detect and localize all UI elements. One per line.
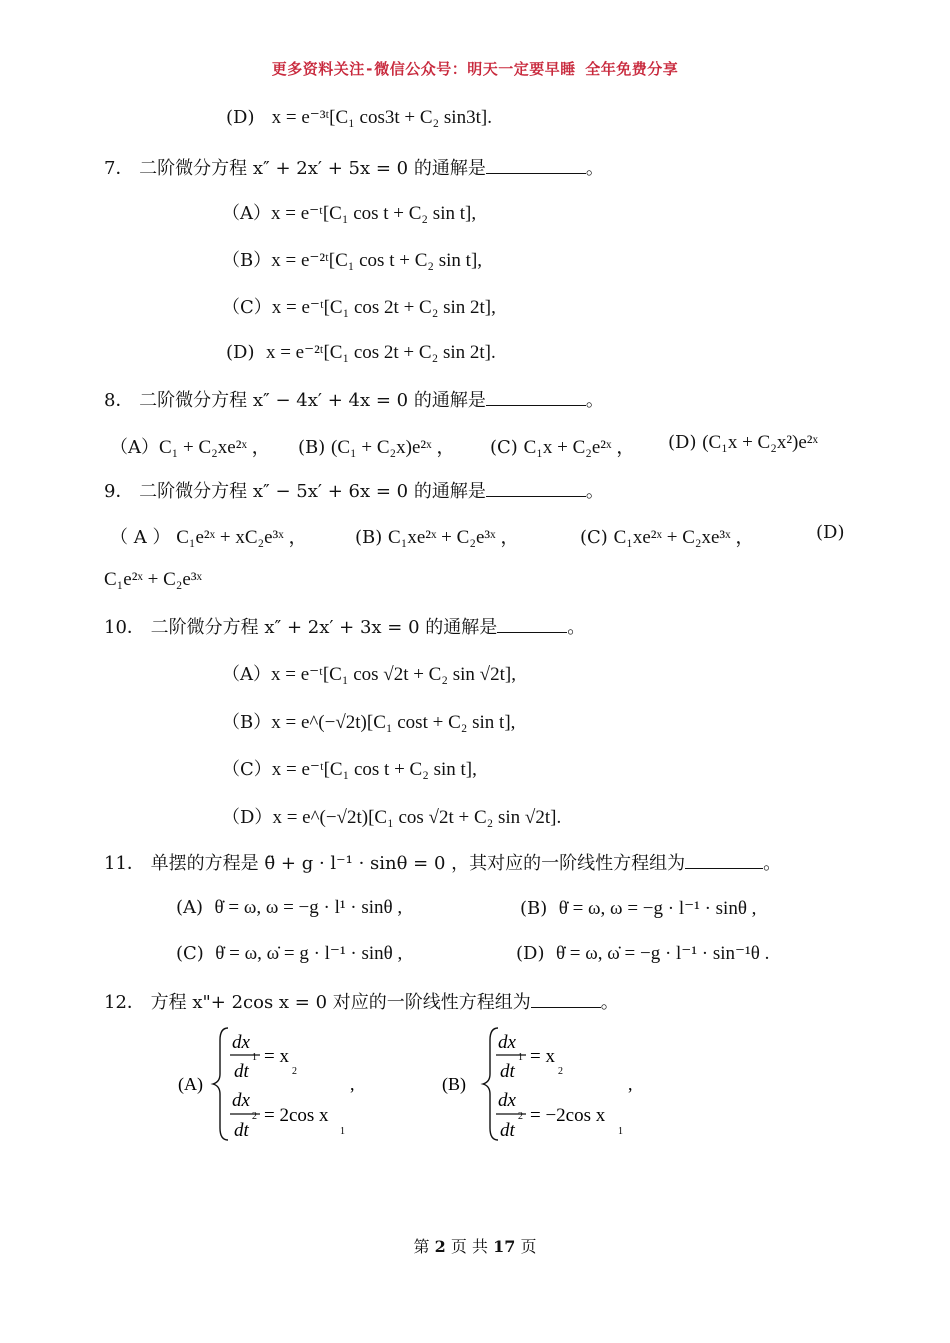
left-brace (483, 1028, 498, 1140)
eq2-rhs-sub: 1 (340, 1126, 345, 1137)
q11-option-d (516, 942, 769, 965)
option-formula: C₁x + C₂e²ˣ ， (523, 437, 636, 458)
q12-stem (104, 988, 619, 1014)
q9-stem (104, 477, 604, 503)
q9-option-b (355, 522, 519, 549)
eq1-denominator: dt (234, 1061, 249, 1082)
option-label: （D） (222, 807, 273, 828)
option-label: （B） (222, 712, 272, 733)
option-formula: x = e⁻²ᵗ[C₁ cos t + C₂ sin t], (271, 250, 483, 271)
option-label: (C) (176, 943, 204, 964)
eq2-rhs: = 2cos x (264, 1105, 329, 1126)
question-end: 。 (585, 481, 604, 502)
answer-blank (486, 389, 586, 406)
eq2-numerator: dx (232, 1090, 250, 1111)
page-number: 2 (434, 1237, 446, 1256)
option-formula: x = e⁻²ᵗ[C₁ cos 2t + C₂ sin 2t]. (265, 342, 496, 363)
footer-mid: 页 共 (450, 1237, 488, 1256)
q12-option-b-system (440, 1022, 660, 1147)
footer-post: 页 (520, 1237, 537, 1256)
option-label: (B) (520, 898, 548, 919)
option-formula: C₁e²ˣ + C₂e³ˣ (104, 569, 203, 590)
question-text: 8． 二阶微分方程 x″ − 4x′ + 4x = 0 的通解是 (104, 390, 486, 411)
option-formula: θ̇ = ω, ω = −g · l¹ · sinθ , (214, 897, 403, 918)
option-label: (C) (580, 527, 608, 548)
q11-option-a (176, 897, 402, 919)
answer-blank (486, 480, 586, 497)
option-label: （C） (222, 759, 272, 780)
q8-stem (104, 386, 604, 412)
q7-option-d (226, 341, 496, 364)
q10-stem (104, 613, 585, 639)
q7-option-b (222, 246, 482, 272)
option-label: （A） (110, 437, 159, 458)
question-text: 11． 单摆的方程是 θ̈ + g · l⁻¹ · sinθ = 0 ，其对应的一阶线性方程组为 (104, 853, 686, 874)
option-label: (C) (490, 437, 518, 458)
q8-option-b (298, 432, 455, 459)
answer-blank (685, 852, 763, 869)
option-label: （A） (222, 203, 271, 224)
q8-option-c (490, 432, 635, 459)
q11-option-b (520, 897, 756, 920)
question-end: 。 (585, 158, 604, 179)
option-formula: θ̇ = ω, ω = −g · l⁻¹ · sinθ , (558, 898, 757, 919)
page-header-banner: 更多资料关注-微信公众号：明天一定要早睡 全年免费分享 (271, 60, 679, 78)
option-formula: x = e^(−√2t)[C₁ cos √2t + C₂ sin √2t]. (272, 807, 562, 828)
option-label: （B） (222, 250, 272, 271)
question-text: 12． 方程 x"+ 2cos x = 0 对应的一阶线性方程组为 (104, 992, 531, 1013)
option-formula: x = e⁻ᵗ[C₁ cos 2t + C₂ sin 2t], (271, 297, 496, 318)
option-formula: C₁e²ˣ + xC₂e³ˣ ， (176, 527, 308, 548)
q10-option-a (222, 660, 516, 686)
option-formula: θ̇ = ω, ω̇ = −g · l⁻¹ · sin⁻¹θ . (555, 943, 770, 964)
q9-option-a (110, 522, 308, 549)
option-label: （ A ） (110, 527, 171, 548)
option-formula: x = e⁻³ᵗ[C₁ cos3t + C₂ sin3t]. (271, 107, 492, 128)
comma: , (628, 1074, 633, 1094)
option-label: (D) (226, 342, 255, 363)
q9-option-d-label (816, 522, 844, 543)
q10-option-c (222, 755, 477, 781)
option-formula: x = e⁻ᵗ[C₁ cos t + C₂ sin t], (271, 203, 477, 224)
answer-blank (486, 157, 586, 174)
option-formula: (C₁ + C₂x)e²ˣ ， (331, 437, 456, 458)
option-formula: θ̇ = ω, ω̇ = g · l⁻¹ · sinθ , (215, 943, 403, 964)
eq2-sub: 2 (518, 1111, 523, 1122)
eq1-numerator: dx (498, 1032, 516, 1053)
option-formula: C₁xe²ˣ + C₂e³ˣ ， (388, 527, 520, 548)
q6-option-d (226, 106, 492, 129)
option-label: (D) (668, 432, 697, 453)
option-label: (B) (355, 527, 383, 548)
eq1-rhs: = x (264, 1046, 289, 1067)
option-label: (B) (442, 1074, 466, 1094)
question-end: 。 (600, 992, 619, 1013)
q10-option-b (222, 708, 515, 734)
eq1-rhs-sub: 2 (292, 1066, 297, 1077)
eq2-sub: 2 (252, 1111, 257, 1122)
eq2-rhs: = −2cos x (530, 1105, 606, 1126)
q9-option-c (580, 522, 754, 549)
option-label: (D) (516, 943, 545, 964)
page-total: 17 (493, 1237, 516, 1256)
option-formula: x = e⁻ᵗ[C₁ cos √2t + C₂ sin √2t], (271, 664, 516, 685)
option-formula: x = e^(−√2t)[C₁ cost + C₂ sin t], (271, 712, 516, 733)
question-end: 。 (585, 390, 604, 411)
eq1-rhs-sub: 2 (558, 1066, 563, 1077)
q7-option-c (222, 293, 496, 319)
q8-option-d (668, 432, 818, 454)
answer-blank (531, 991, 601, 1008)
question-end: 。 (567, 617, 586, 638)
q12-option-a-system (170, 1022, 380, 1147)
left-brace (213, 1028, 228, 1140)
eq1-denominator: dt (500, 1061, 515, 1082)
option-label: (D) (226, 107, 255, 128)
eq1-sub: 1 (252, 1052, 257, 1063)
eq2-denominator: dt (234, 1120, 249, 1141)
question-text: 7． 二阶微分方程 x″ + 2x′ + 5x = 0 的通解是 (104, 158, 486, 179)
q8-option-a (110, 432, 271, 459)
eq1-rhs: = x (530, 1046, 555, 1067)
question-text: 10． 二阶微分方程 x″ + 2x′ + 3x = 0 的通解是 (104, 617, 498, 638)
answer-blank (497, 616, 567, 633)
eq1-numerator: dx (232, 1032, 250, 1053)
eq1-sub: 1 (518, 1052, 523, 1063)
eq2-numerator: dx (498, 1090, 516, 1111)
option-label: （C） (222, 297, 272, 318)
q7-option-a (222, 199, 476, 225)
q10-option-d (222, 803, 561, 829)
option-formula: x = e⁻ᵗ[C₁ cos t + C₂ sin t], (271, 759, 477, 780)
comma: , (350, 1074, 355, 1094)
option-formula: C₁xe²ˣ + C₂xe³ˣ ， (613, 527, 755, 548)
option-label: （A） (222, 664, 271, 685)
q11-option-c (176, 942, 402, 965)
question-end: 。 (763, 853, 782, 874)
eq2-denominator: dt (500, 1120, 515, 1141)
footer-pre: 第 (413, 1237, 430, 1256)
option-label: (B) (298, 437, 326, 458)
option-label: (D) (816, 522, 845, 543)
option-formula: C₁ + C₂xe²ˣ ， (159, 437, 271, 458)
q11-stem (104, 849, 781, 875)
option-label: (A) (176, 897, 204, 918)
option-formula: (C₁x + C₂x²)e²ˣ (702, 432, 818, 453)
q7-stem (104, 154, 604, 180)
question-text: 9． 二阶微分方程 x″ − 5x′ + 6x = 0 的通解是 (104, 481, 486, 502)
option-label: (A) (178, 1074, 203, 1094)
eq2-rhs-sub: 1 (618, 1126, 623, 1137)
page-footer (0, 1234, 950, 1257)
q9-option-d (104, 569, 202, 591)
